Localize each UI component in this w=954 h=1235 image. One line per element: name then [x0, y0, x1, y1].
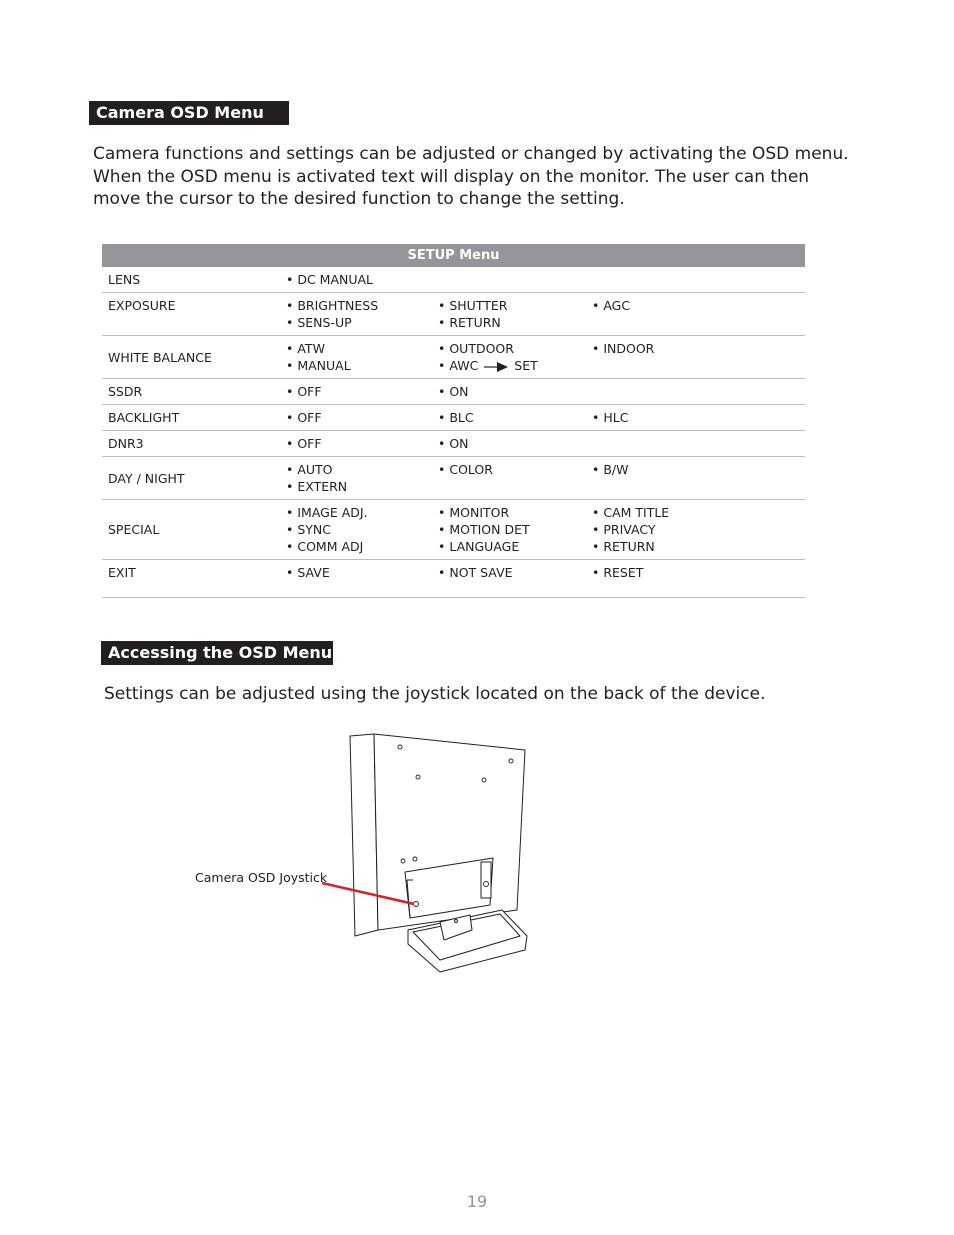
option: • OFF [286, 436, 322, 451]
device-side-panel [350, 734, 378, 936]
option: SET [514, 358, 538, 373]
option: • BLC [438, 410, 474, 425]
option: • MANUAL [286, 358, 351, 373]
option: • COLOR [438, 462, 493, 477]
camera-osd-menu-heading: Camera OSD Menu [89, 101, 289, 125]
option: • OFF [286, 410, 322, 425]
option: • IMAGE ADJ. [286, 505, 368, 520]
setup-menu-header: SETUP Menu [102, 244, 805, 267]
table-row [102, 379, 805, 405]
row-label: SPECIAL [102, 500, 280, 560]
table-row [102, 336, 805, 379]
row-label: EXPOSURE [102, 293, 280, 336]
table-row [102, 405, 805, 431]
option: • HLC [592, 410, 629, 425]
option: • LANGUAGE [438, 539, 520, 554]
option: • SENS-UP [286, 315, 352, 330]
page-number: 19 [466, 1192, 488, 1211]
row-label: BACKLIGHT [102, 405, 280, 431]
row-label: WHITE BALANCE [102, 336, 280, 379]
option: • PRIVACY [592, 522, 656, 537]
table-row [102, 267, 805, 293]
option: • ON [438, 384, 469, 399]
row-label: LENS [102, 267, 280, 293]
device-port-block [481, 862, 491, 898]
option: • SHUTTER [438, 298, 508, 313]
awc-option [438, 357, 586, 374]
option: • ATW [286, 341, 325, 356]
table-row [102, 560, 805, 598]
table-row [102, 457, 805, 500]
row-label: DNR3 [102, 431, 280, 457]
option: • COMM ADJ [286, 539, 364, 554]
option: • INDOOR [592, 341, 655, 356]
camera-osd-menu-paragraph: Camera functions and settings can be adjusted or changed by activating the OSD menu. When the OSD menu is activated text will display on the monitor. The user can then move the cursor to the desired function to change the setting. [93, 144, 849, 209]
option: • ON [438, 436, 469, 451]
option: • B/W [592, 462, 629, 477]
table-row [102, 431, 805, 457]
option: • CAM TITLE [592, 505, 670, 520]
option: • AGC [592, 298, 631, 313]
table-row [102, 293, 805, 336]
device-back-illustration [190, 730, 540, 980]
option: • BRIGHTNESS [286, 298, 379, 313]
option: • SAVE [286, 565, 330, 580]
arrow-right-icon [484, 362, 508, 372]
option: • MONITOR [438, 505, 510, 520]
option: • AUTO [286, 462, 333, 477]
option: • RETURN [592, 539, 655, 554]
row-label: SSDR [102, 379, 280, 405]
option: • OFF [286, 384, 322, 399]
accessing-osd-menu-heading: Accessing the OSD Menu [101, 641, 333, 665]
row-label: DAY / NIGHT [102, 457, 280, 500]
option: • RESET [592, 565, 644, 580]
option: • DC MANUAL [286, 272, 374, 287]
option: • AWC [438, 358, 479, 373]
option: • MOTION DET [438, 522, 530, 537]
option: • OUTDOOR [438, 341, 514, 356]
setup-menu-table [102, 244, 805, 598]
option: • EXTERN [286, 479, 348, 494]
option: • NOT SAVE [438, 565, 513, 580]
option: • SYNC [286, 522, 331, 537]
joystick [414, 902, 419, 907]
accessing-osd-menu-paragraph: Settings can be adjusted using the joystick located on the back of the device. [104, 684, 766, 704]
row-label: EXIT [102, 560, 280, 598]
joystick-callout-label: Camera OSD Joystick [195, 870, 328, 885]
table-row [102, 500, 805, 560]
option: • RETURN [438, 315, 501, 330]
